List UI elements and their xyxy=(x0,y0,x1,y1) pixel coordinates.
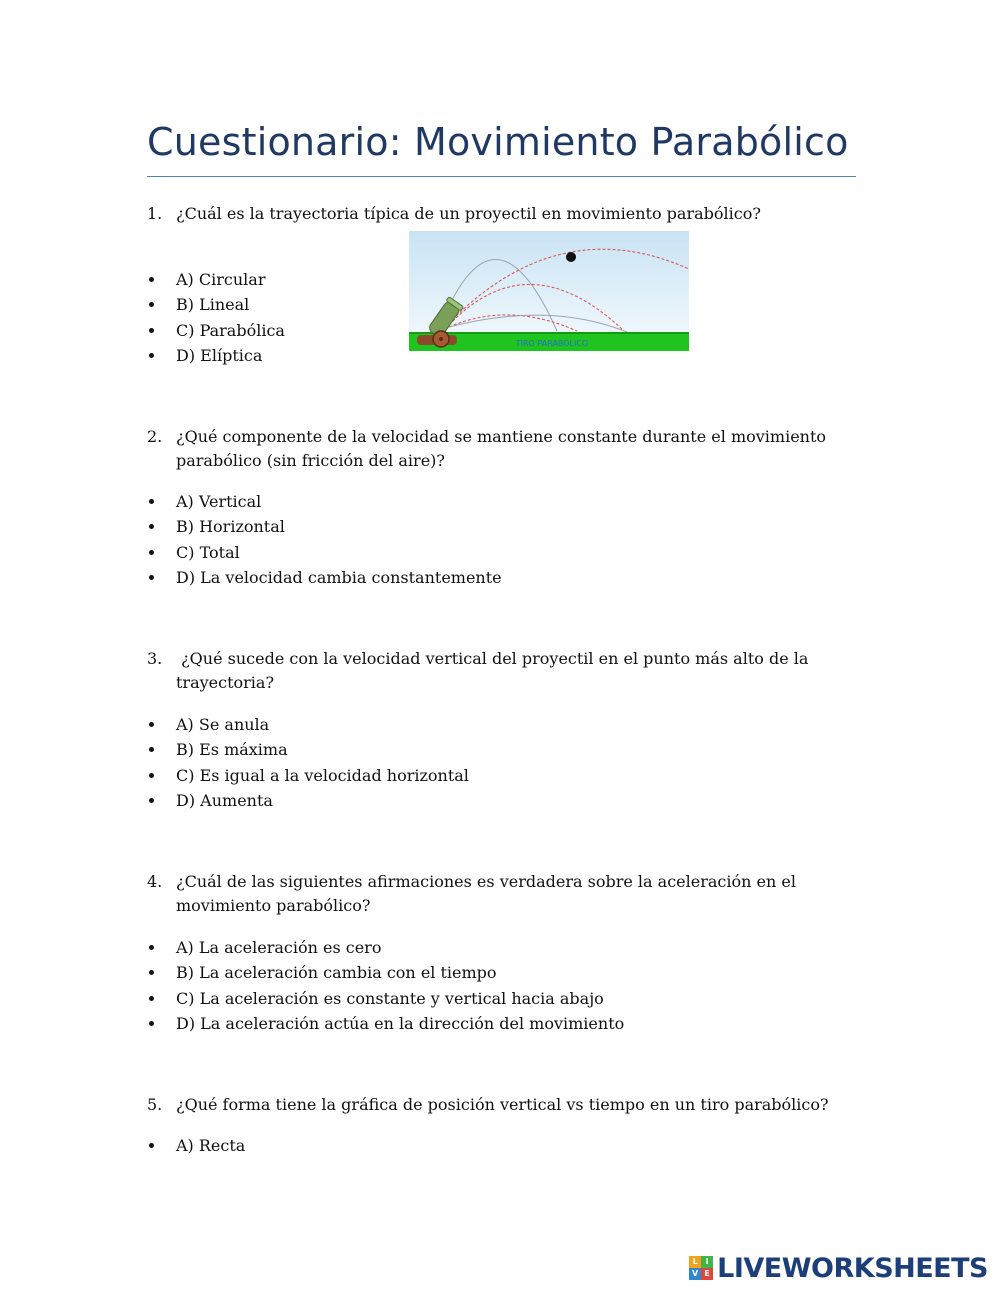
option-item[interactable]: D) Aumenta xyxy=(147,788,469,813)
title-divider xyxy=(147,176,856,177)
question-text: ¿Cuál es la trayectoria típica de un proyectil en movimiento parabólico? xyxy=(176,204,761,223)
question-1 xyxy=(147,202,856,226)
logo-mark-letter: E xyxy=(701,1268,713,1280)
option-item[interactable]: C) Es igual a la velocidad horizontal xyxy=(147,763,469,788)
options-list-2 xyxy=(147,489,502,590)
question-text: ¿Qué componente de la velocidad se mantiene constante durante el movimiento parabólico (sin fricción del aire)? xyxy=(176,427,827,470)
question-2 xyxy=(147,425,856,473)
question-3 xyxy=(147,647,856,695)
option-item[interactable]: A) Vertical xyxy=(147,489,502,514)
option-item[interactable]: D) La velocidad cambia constantemente xyxy=(147,565,502,590)
option-item[interactable]: A) Recta xyxy=(147,1133,245,1158)
projectile-ball xyxy=(566,252,576,262)
question-text: ¿Qué forma tiene la gráfica de posición vertical vs tiempo en un tiro parabólico? xyxy=(176,1095,829,1114)
question-4 xyxy=(147,870,856,918)
liveworksheets-logo[interactable] xyxy=(689,1252,988,1284)
question-text: ¿Qué sucede con la velocidad vertical del proyectil en el punto más alto de la trayectoria? xyxy=(176,649,814,692)
logo-mark-icon xyxy=(689,1256,713,1280)
projectile-figure xyxy=(409,231,689,351)
logo-mark-letter: I xyxy=(701,1256,713,1268)
logo-text: LIVEWORKSHEETS xyxy=(717,1252,988,1284)
question-number: 4. xyxy=(147,872,163,891)
question-number: 3. xyxy=(147,649,163,668)
options-list-1 xyxy=(147,267,285,368)
option-item[interactable]: B) Lineal xyxy=(147,292,285,317)
option-item[interactable]: A) Se anula xyxy=(147,712,469,737)
figure-caption: TIRO PARABÓLICO xyxy=(515,339,589,348)
option-item[interactable]: B) Es máxima xyxy=(147,737,469,762)
page-title: Cuestionario: Movimiento Parabólico xyxy=(147,120,849,164)
question-number: 5. xyxy=(147,1095,163,1114)
option-item[interactable]: B) Horizontal xyxy=(147,514,502,539)
logo-mark-letter: V xyxy=(689,1268,701,1280)
logo-mark-letter: L xyxy=(689,1256,701,1268)
question-text: ¿Cuál de las siguientes afirmaciones es verdadera sobre la aceleración en el movimiento parabólico? xyxy=(176,872,796,915)
options-list-5 xyxy=(147,1133,245,1158)
option-item[interactable]: A) Circular xyxy=(147,267,285,292)
option-item[interactable]: C) Parabólica xyxy=(147,318,285,343)
option-item[interactable]: A) La aceleración es cero xyxy=(147,935,624,960)
option-item[interactable]: C) Total xyxy=(147,540,502,565)
options-list-3 xyxy=(147,712,469,813)
option-item[interactable]: D) La aceleración actúa en la dirección del movimiento xyxy=(147,1011,624,1036)
options-list-4 xyxy=(147,935,624,1036)
option-item[interactable]: B) La aceleración cambia con el tiempo xyxy=(147,960,624,985)
question-5 xyxy=(147,1093,856,1117)
option-item[interactable]: D) Elíptica xyxy=(147,343,285,368)
question-number: 2. xyxy=(147,427,163,446)
question-number: 1. xyxy=(147,204,163,223)
option-item[interactable]: C) La aceleración es constante y vertical hacia abajo xyxy=(147,986,624,1011)
